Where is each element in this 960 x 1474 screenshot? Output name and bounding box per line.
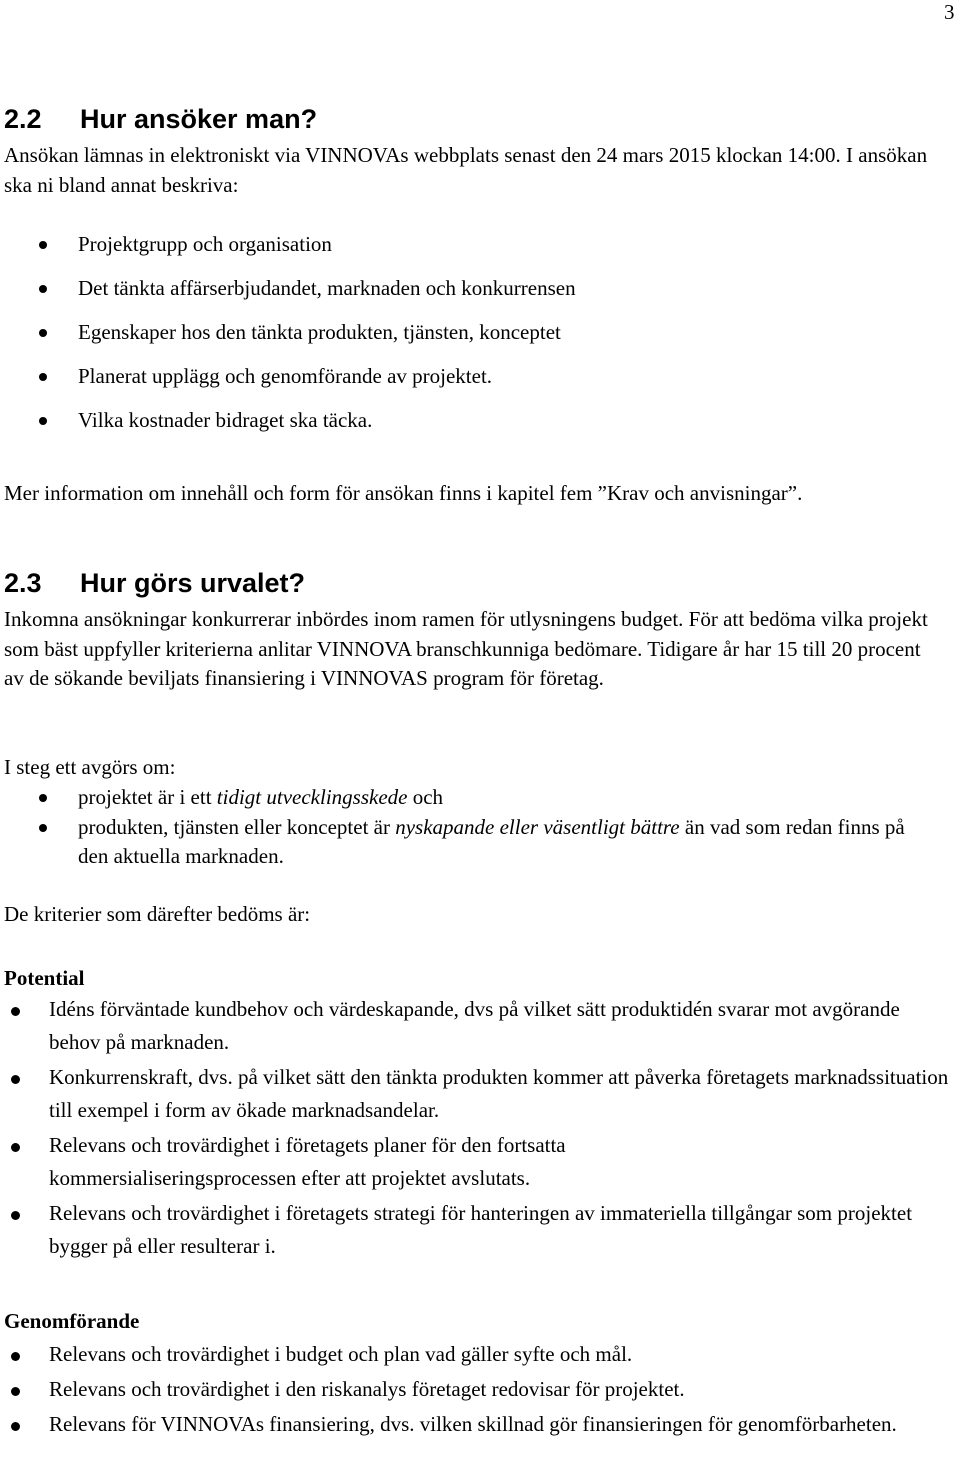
bullet-icon [39,824,47,832]
list-item: Idéns förväntade kundbehov och värdeskapande, dvs på vilket sätt produktidén svarar mot avgörande behov på marknaden. [0,993,909,1059]
list-item: Relevans och trovärdighet i budget och plan vad gäller syfte och mål. [0,1338,950,1371]
list-item: Egenskaper hos den tänkta produkten, tjänsten, konceptet [0,318,950,348]
bullet-icon [11,1352,20,1361]
section-2-2-title: Hur ansöker man? [80,104,318,134]
list-item: Relevans och trovärdighet i företagets strategi för hanteringen av immateriella tillgångar som projektet bygger på eller resulterar i. [0,1197,949,1263]
section-2-3-number: 2.3 [4,568,42,598]
list-item: Relevans för VINNOVAs finansiering, dvs. vilken skillnad gör finansieringen för genomförbarheten. [0,1408,909,1441]
bullet-icon [39,794,47,802]
list-item: Det tänkta affärserbjudandet, marknaden och konkurrensen [0,274,950,304]
section-2-2-number: 2.2 [4,104,42,134]
potential-criteria-list [0,993,950,1265]
bullet-icon [11,1387,20,1396]
bullet-icon [11,1143,20,1152]
section-2-3-title: Hur görs urvalet? [80,568,306,598]
bullet-icon [39,241,47,249]
section-2-3-heading [4,567,305,599]
bullet-icon [39,417,47,425]
list-item: Relevans och trovärdighet i den riskanalys företaget redovisar för projektet. [0,1373,950,1406]
bullet-icon [39,373,47,381]
application-contents-list [0,230,950,450]
bullet-icon [11,1422,20,1431]
section-2-2-intro: Ansökan lämnas in elektroniskt via VINNOVAs webbplats senast den 24 mars 2015 klockan 14:00. I ansökan ska ni bland annat beskriva: [4,143,928,197]
criteria-intro: De kriterier som därefter bedöms är: [4,902,311,926]
selection-paragraph: Inkomna ansökningar konkurrerar inbördes inom ramen för utlysningens budget. För att bedöma vilka projekt som bäst uppfyller kriterierna anlitar VINNOVA branschkunniga bedömare. Tidigare år har 15 till 20 procent av de sökande beviljats finansiering i VINNOVAS program för företag. [4,607,928,690]
list-item: Vilka kostnader bidraget ska täcka. [0,406,950,436]
list-item: Projektgrupp och organisation [0,230,950,260]
bullet-icon [39,329,47,337]
list-item: Planerat upplägg och genomförande av projektet. [0,362,950,392]
bullet-icon [11,1211,20,1220]
bullet-icon [11,1007,20,1016]
more-info-paragraph: Mer information om innehåll och form för ansökan finns i kapitel fem ”Krav och anvisningar”. [4,481,803,505]
step-one-list [0,783,950,872]
list-item: Konkurrenskraft, dvs. på vilket sätt den tänkta produkten kommer att påverka företagets marknadssituation till exempel i form av ökade marknadsandelar. [0,1061,949,1127]
potential-heading: Potential [4,966,85,990]
list-item: produkten, tjänsten eller konceptet är nyskapande eller väsentligt bättre än vad som redan finns på den aktuella marknaden. [0,813,928,872]
step-one-intro: I steg ett avgörs om: [4,755,176,779]
bullet-icon [39,285,47,293]
genomforande-criteria-list [0,1338,950,1443]
list-item: Relevans och trovärdighet i företagets planer för den fortsatta kommersialiseringsprocessen efter att projektet avslutats. [0,1129,699,1195]
list-item: projektet är i ett tidigt utvecklingsskede och [0,783,950,813]
bullet-icon [11,1075,20,1084]
page-number: 3 [944,0,955,24]
genomforande-heading: Genomförande [4,1309,140,1333]
section-2-2-heading [4,103,317,135]
